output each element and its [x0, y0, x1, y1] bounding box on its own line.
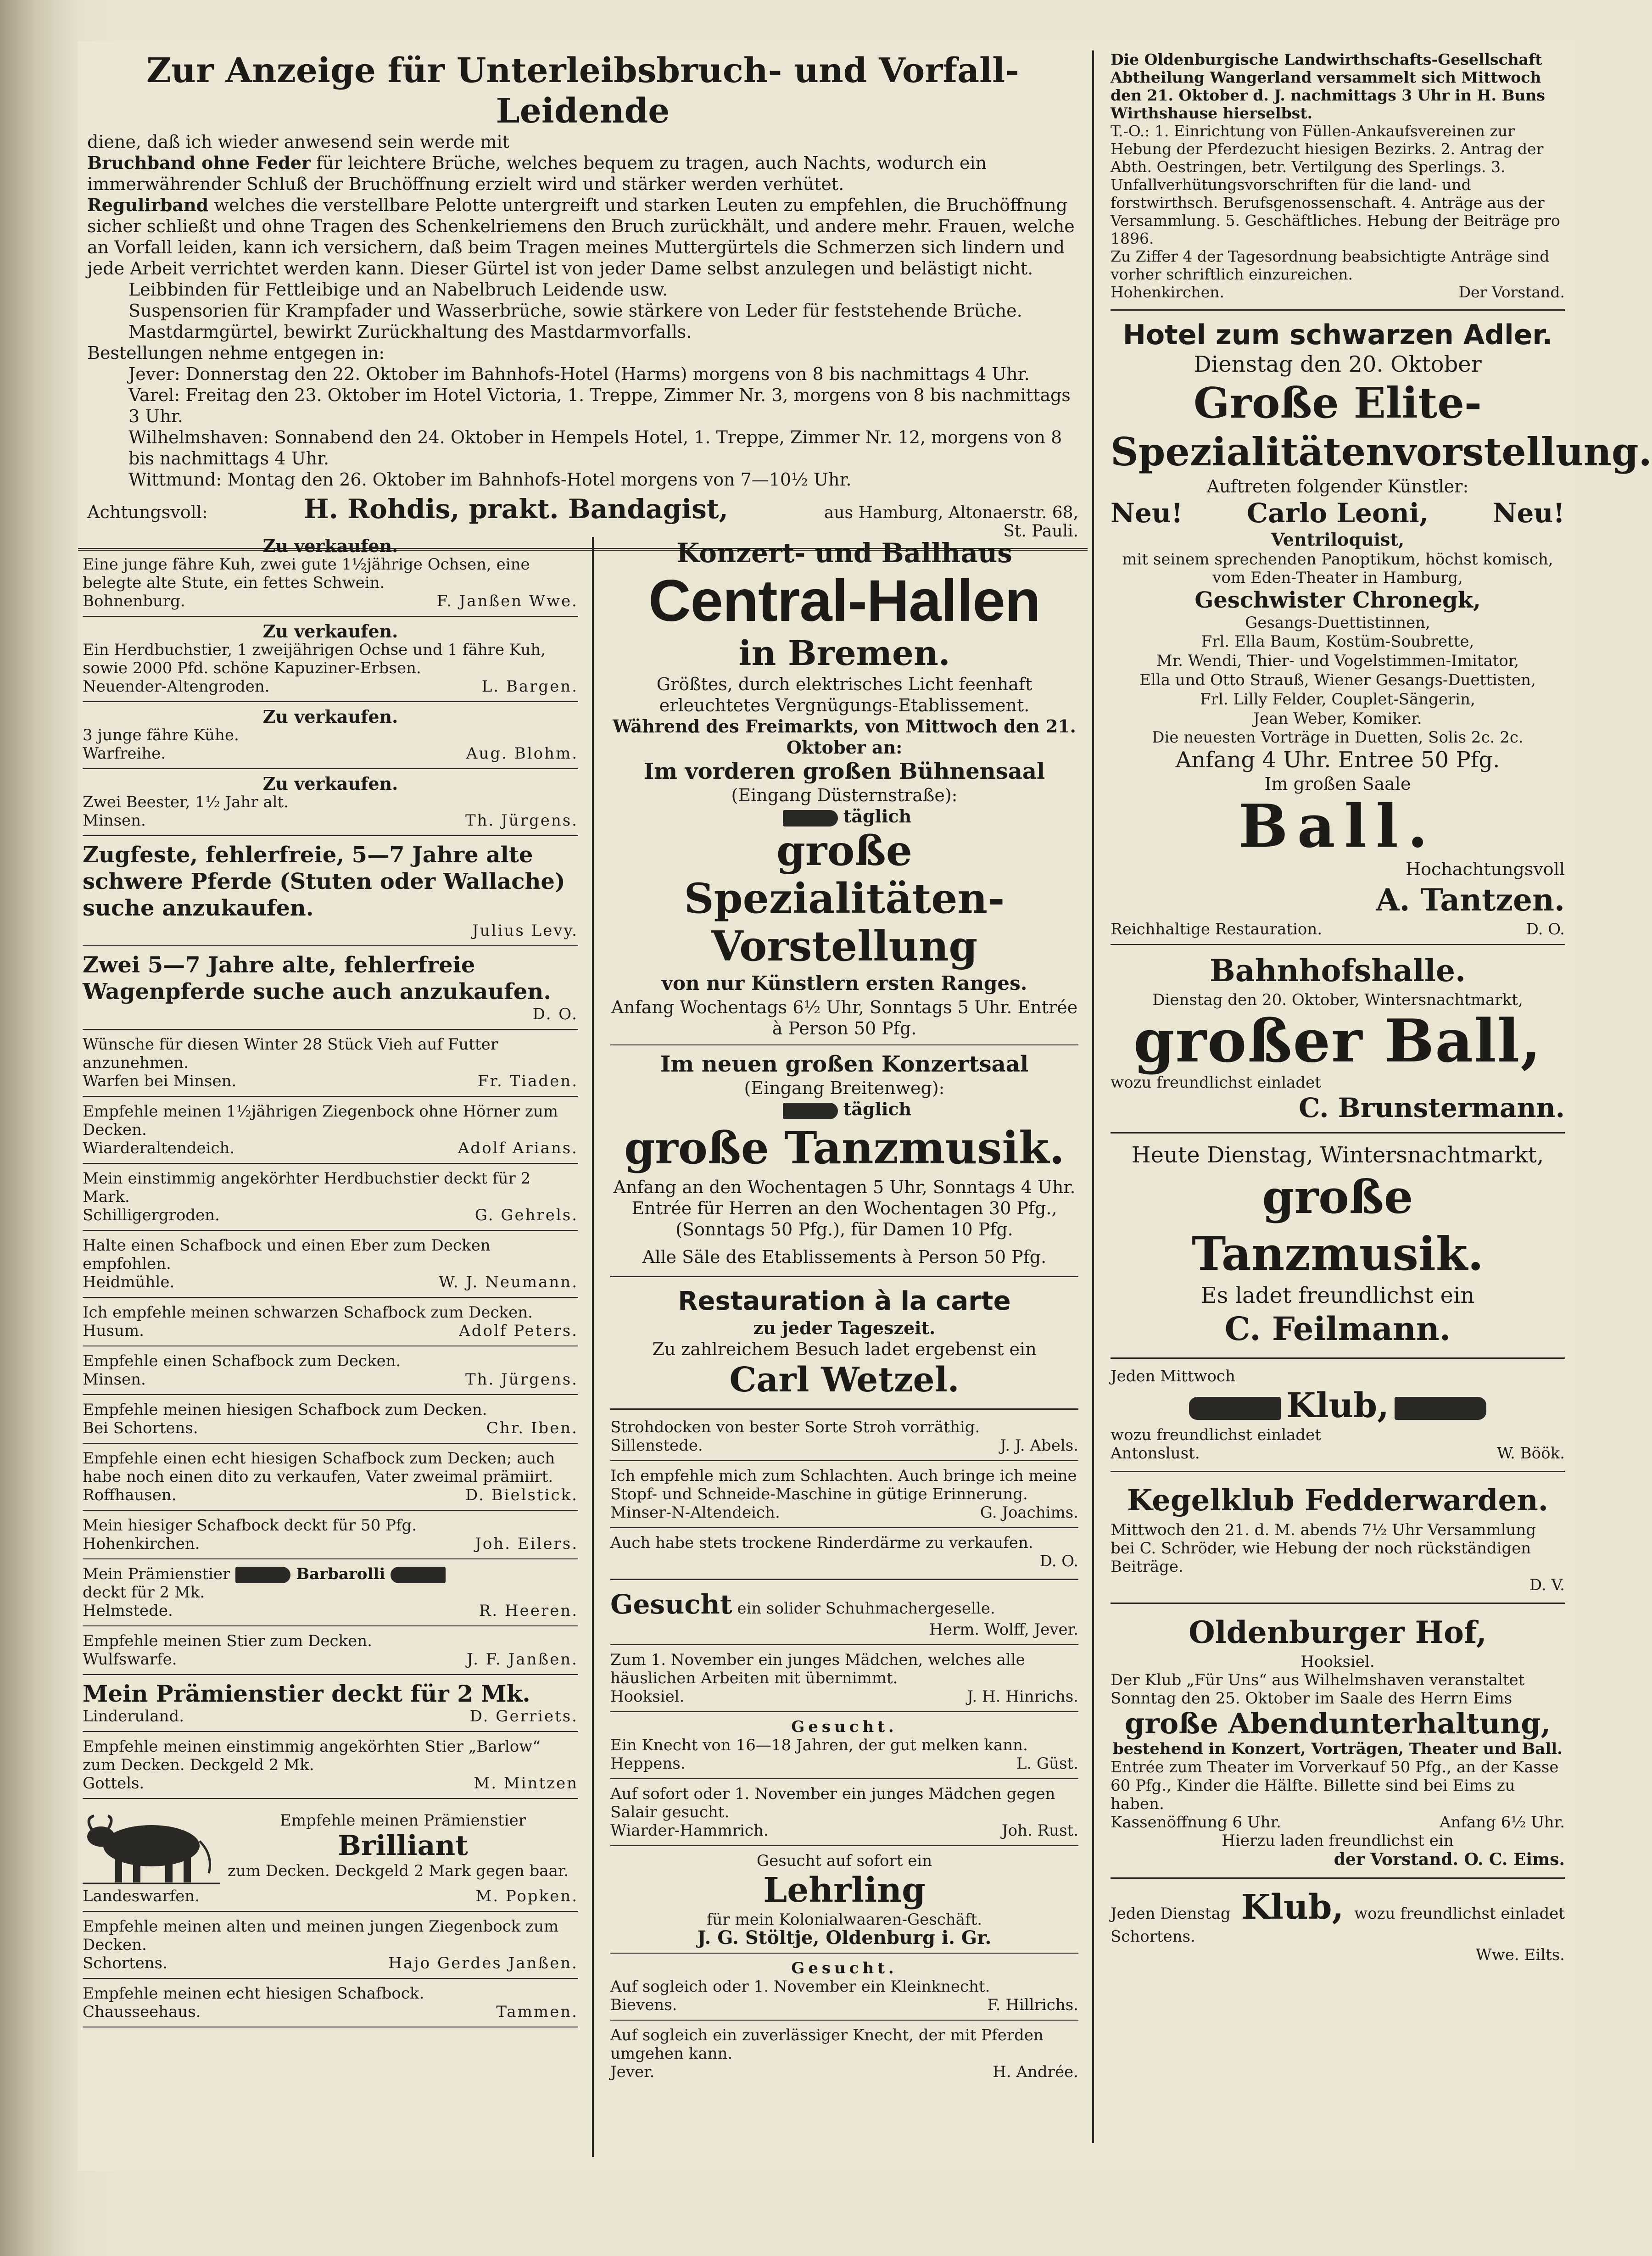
kasse-row: Kassenöffnung 6 Uhr. Anfang 6½ Uhr.	[1111, 1813, 1565, 1832]
maedchen-ad: Zum 1. November ein junges Mädchen, welches alle häuslichen Arbeiten mit übernimmt. Hooksiel. J. H. Hinrichs.	[610, 1651, 1078, 1706]
left-ad	[83, 775, 578, 836]
header-ad-p1: diene, daß ich wieder anwesend sein werde mit	[87, 132, 509, 152]
rule	[1111, 1471, 1565, 1472]
ad-text: Wünsche für diesen Winter 28 Stück Vieh auf Futter anzunehmen.	[83, 1035, 498, 1072]
klub-sig: Antonslust. W. Böök.	[1111, 1444, 1565, 1463]
header-ad-p7: Bestellungen nehme entgegen in:	[87, 343, 385, 363]
ad-signature: Roffhausen. D. Bielstick.	[83, 1486, 578, 1504]
ad-signature: Minsen. Th. Jürgens.	[83, 1370, 578, 1389]
mid-small-ads	[610, 1418, 1078, 1570]
hotel-title: Hotel zum schwarzen Adler.	[1122, 319, 1553, 351]
mid-ad: Auch habe stets trockene Rinderdärme zu verkaufen. D. O.	[610, 1534, 1078, 1570]
left-ad	[83, 1681, 578, 1732]
ad-signature: Heidmühle. W. J. Neumann.	[83, 1273, 578, 1291]
ad-text: Empfehle einen Schafbock zum Decken.	[83, 1352, 401, 1370]
header-ad-p3-bold: Regulirband	[87, 195, 209, 215]
header-ad-body	[78, 131, 1088, 541]
signature-name: H. Rohdis, prakt. Bandagist,	[303, 493, 728, 525]
rule	[610, 1044, 1078, 1045]
ad-signature: Gottels. M. Mintzen	[83, 1774, 578, 1793]
gesucht-3: Auf sofort oder 1. November ein junges Mädchen gegen Salair gesucht. Wiarder-Hammrich. Joh. Rust.	[610, 1785, 1078, 1840]
hof-text: Der Klub „Für Uns“ aus Wilhelmshaven veranstaltet Sonntag den 25. Oktober im Saale des Herrn Eims	[1111, 1671, 1525, 1708]
taeglich-2: täglich	[610, 1099, 1078, 1120]
ad-text: Empfehle meinen Stier zum Decken.	[83, 1632, 372, 1650]
ad-head: Zu verkaufen.	[262, 706, 398, 727]
left-ad	[83, 1565, 578, 1626]
rule	[1111, 944, 1565, 945]
artist-entry: Jean Weber, Komiker.	[1253, 709, 1422, 728]
left-ad	[83, 1632, 578, 1675]
ad-big-text: Zugfeste, fehlerfreie, 5—7 Jahre alte schwere Pferde (Stuten oder Wallache) suche anzukaufen.	[83, 842, 565, 921]
klub-einladet: wozu freundlichst einladet	[1111, 1426, 1321, 1444]
ad-brilliant-row: Empfehle meinen Prämienstier Brilliant zum Decken. Deckgeld 2 Mark gegen baar.	[83, 1804, 578, 1887]
elite-2: Spezialitätenvorstellung.	[1111, 429, 1652, 475]
ad-head: Zu verkaufen.	[262, 621, 398, 642]
signature-pre: Achtungsvoll:	[87, 502, 208, 522]
left-mid-rule	[592, 537, 594, 2157]
saal2: Im neuen großen Konzertsaal	[660, 1051, 1029, 1077]
leoni-role: Ventriloquist,	[1271, 529, 1405, 550]
saal1-sub: (Eingang Düsternstraße):	[731, 785, 958, 805]
ad-signature: Wiarderaltendeich. Adolf Arians.	[83, 1139, 578, 1157]
kegel-name: D. V.	[1529, 1576, 1565, 1594]
neueste: Die neuesten Vorträge in Duetten, Solis 2c. 2c.	[1152, 728, 1524, 747]
header-ad-title: Zur Anzeige für Unterleibsbruch- und Vorfall-Leidende	[146, 51, 1019, 131]
left-ad	[83, 1737, 578, 1799]
left-ad	[83, 622, 578, 702]
bahnhof-title: Bahnhofshalle.	[1210, 953, 1466, 988]
ad-signature: Julius Levy.	[472, 921, 578, 940]
left-ad	[83, 1516, 578, 1559]
ad-text: 3 junge fähre Kühe.	[83, 726, 239, 744]
taeglich-1: täglich	[610, 806, 1078, 827]
mid-ad: Strohdocken von bester Sorte Stroh vorräthig. Sillenstede. J. J. Abels.	[610, 1418, 1078, 1461]
kegel-title: Kegelklub Fedderwarden.	[1127, 1483, 1549, 1518]
ad-signature: Husum. Adolf Peters.	[83, 1322, 578, 1340]
saale: Im großen Saale	[1264, 774, 1411, 794]
middle-column	[610, 537, 1078, 2081]
rule	[610, 1579, 1078, 1580]
pointing-hand-icon	[783, 810, 838, 826]
saal2-sub: (Eingang Breitenweg):	[744, 1078, 945, 1098]
left-ad	[83, 1917, 578, 1979]
artist-entry: Frl. Ella Baum, Kostüm-Soubrette,	[1201, 632, 1474, 651]
left-ad	[83, 1449, 578, 1511]
left-ad	[83, 1352, 578, 1395]
left-two-columns	[78, 41, 1088, 558]
bahnhof-date: Dienstag den 20. Oktober, Wintersnachtmarkt,	[1152, 991, 1523, 1009]
concert-head: Konzert- und Ballhaus	[676, 537, 1012, 569]
feilmann: C. Feilmann.	[1224, 1310, 1451, 1348]
abend: große Abendunterhaltung,	[1124, 1707, 1551, 1740]
ad-signature: Bohnenburg. F. Janßen Wwe.	[83, 592, 578, 610]
elite-1: Große Elite-	[1193, 378, 1482, 428]
ad-head: Zu verkaufen.	[262, 536, 398, 556]
header-ad-p2-bold: Bruchband ohne Feder	[87, 152, 311, 173]
ad-signature: Warfen bei Minsen. Fr. Tiaden.	[83, 1072, 578, 1090]
leoni-row: Neu! Carlo Leoni, Neu!	[1111, 497, 1565, 529]
verein-ad: Die Oldenburgische Landwirthschafts-Gesellschaft Abtheilung Wangerland versammelt sich Mittwoch den 21. Oktober d. J. nachmittags 3 Uhr in H. Buns Wirthshause hierselbst. T.-O.: 1. Einrichtung von Füllen-Ankaufsvereinen zur Hebung der Pferdezucht hiesigen Bezirks. 2. Antrag der Abth. Oestringen, betr. Vertilgung des Sperlings. 3. Unfallverhütungsvorschriften für die land- und forstwirthsch. Berufsgenossenschaft. 4. Anträge aus der Versammlung. 5. Geschäftliches. Hebung der Beiträge pro 1896. Zu Ziffer 4 der Tagesordnung beabsichtigte Anträge sind vorher schriftlich einzureichen. Hohenkirchen. Der Vorstand.	[1111, 50, 1565, 301]
chronegk-role: Gesangs-Duettistinnen,	[1245, 614, 1430, 632]
spez-time: Anfang Wochentags 6½ Uhr, Sonntags 5 Uhr. Entrée à Person 50 Pfg.	[611, 997, 1078, 1039]
ad-text: Empfehle meinen alten und meinen jungen Ziegenbock zum Decken.	[83, 1917, 559, 1954]
ad-signature: D. O.	[532, 1005, 578, 1023]
header-ad-p2: für leichtere Brüche, welches bequem zu tragen, auch Nachts, wodurch ein immerwährender Schluß der Bruchöffnung erzielt wird und stärker werden verhütet.	[87, 153, 987, 194]
hotel-date: Dienstag den 20. Oktober	[1194, 352, 1482, 377]
pointing-hand-icon	[783, 1103, 838, 1119]
ad-text: Empfehle einen echt hiesigen Schafbock zum Decken; auch habe noch einen dito zu verkaufen, Vater zweimal prämiirt.	[83, 1449, 555, 1486]
vorstand: der Vorstand. O. C. Eims.	[1334, 1850, 1565, 1869]
ad-signature: Schilligergroden. G. Gehrels.	[83, 1206, 578, 1224]
tanzmusik: große Tanzmusik.	[1191, 1170, 1484, 1281]
left-ad	[83, 1401, 578, 1444]
tantzen: A. Tantzen.	[1376, 882, 1565, 918]
rule	[610, 1644, 1078, 1645]
anfang: Anfang 4 Uhr. Entree 50 Pfg.	[1175, 747, 1500, 773]
rule	[610, 1408, 1078, 1410]
ad-signature: Warfreihe. Aug. Blohm.	[83, 744, 578, 763]
spez-sub: von nur Künstlern ersten Ranges.	[661, 972, 1027, 994]
left-ad	[83, 1984, 578, 2027]
rule	[610, 1276, 1078, 1277]
ad-signature: Landeswarfen. M. Popken.	[83, 1887, 578, 1905]
gesucht-5: Auf sogleich ein zuverlässiger Knecht, der mit Pferden umgehen kann. Jever. H. Andrée.	[610, 2026, 1078, 2081]
ad-signature: Neuender-Altengroden. L. Bargen.	[83, 677, 578, 696]
ad-text: Zwei Beester, 1½ Jahr alt.	[83, 793, 289, 811]
rule	[610, 1845, 1078, 1846]
ad-signature: Bei Schortens. Chr. Iben.	[83, 1419, 578, 1437]
rule	[610, 2020, 1078, 2021]
hof-title: Oldenburger Hof,	[1189, 1614, 1487, 1650]
leoni-desc: mit seinem sprechenden Panoptikum, höchst komisch, vom Eden-Theater in Hamburg,	[1122, 550, 1553, 587]
resto-head: Restauration à la carte	[678, 1286, 1011, 1316]
entree: Entrée zum Theater im Vorverkauf 50 Pfg., an der Kasse 60 Pfg., Kinder die Hälfte. Billette sind bei Eims zu haben.	[1111, 1758, 1559, 1813]
ad-signature: Hohenkirchen. Joh. Eilers.	[83, 1535, 578, 1553]
heute: Heute Dienstag, Wintersnachtmarkt,	[1131, 1142, 1544, 1168]
ad-signature: Schortens. Hajo Gerdes Janßen.	[83, 1954, 578, 1972]
left-ad	[83, 1035, 578, 1097]
ad-signature: Wulfswarfe. J. F. Janßen.	[83, 1650, 578, 1669]
header-ad-p3: welches die verstellbare Pelotte untergreift und starken Leuten zu empfehlen, die Bruchöffnung sicher schließt und ohne Tragen des Schenkelriemens den Bruch zurückhält, und andere mehr. Frauen, welche an Vorfall leiden, kann ich versichern, daß beim Tragen meines Muttergürtels die Schmerzen sich lindern und jede Arbeit verrichtet werden kann. Dieser Gürtel ist von jeder Dame selbst anzulegen und belästigt nicht.	[87, 195, 1075, 279]
left-ad	[83, 1804, 578, 1912]
ad-text: Mein einstimmig angekörhter Herdbuchstier deckt für 2 Mark.	[83, 1169, 531, 1206]
ad-text: deckt für 2 Mk.	[83, 1583, 205, 1602]
alle-saele: Alle Säle des Etablissements à Person 50 Pfg.	[642, 1247, 1047, 1267]
abend-sub: bestehend in Konzert, Vorträgen, Theater und Ball.	[1112, 1740, 1563, 1758]
right-column	[1111, 50, 1652, 1964]
pointing-hand-icon	[1395, 1397, 1486, 1420]
artist-entry: Ella und Otto Strauß, Wiener Gesangs-Duettisten,	[1139, 671, 1536, 689]
newspaper-page	[78, 41, 1652, 2171]
gesucht-1: Gesucht ein solider Schuhmachergeselle. Herm. Wolff, Jever.	[610, 1589, 1078, 1639]
central-during: Während des Freimarkts, von Mittwoch den 21. Oktober an:	[613, 716, 1076, 758]
gesucht-4: Gesucht. Auf sogleich oder 1. November ein Kleinknecht. Bievens. F. Hillrichs.	[610, 1959, 1078, 2014]
ad-text: Ich empfehle meinen schwarzen Schafbock zum Decken.	[83, 1303, 533, 1322]
central-hallen-title: Central-Hallen	[648, 568, 1040, 634]
header-ad-varel: Varel: Freitag den 23. Oktober im Hotel Victoria, 1. Treppe, Zimmer Nr. 3, morgens von 8 bis nachmittags 3 Uhr.	[128, 385, 1071, 426]
resto-sub: zu jeder Tageszeit.	[753, 1318, 936, 1338]
ad-big-text: Mein Prämienstier deckt für 2 Mk.	[83, 1680, 530, 1707]
auftreten: Auftreten folgender Künstler:	[1206, 476, 1469, 497]
ad-head: Zu verkaufen.	[262, 773, 398, 794]
header-ad-p5: Suspensorien für Krampfader und Wasserbrüche, sowie stärkere von Leder für feststehende Brüche.	[128, 301, 1022, 321]
header-ad-signature	[87, 493, 1078, 541]
rule	[1111, 1357, 1565, 1359]
left-ad	[83, 1169, 578, 1231]
left-ad	[83, 842, 578, 946]
header-ad-p4: Leibbinden für Fettleibige und an Nabelbruch Leidende usw.	[128, 279, 668, 300]
ad-text: Eine junge fähre Kuh, zwei gute 1½jährige Ochsen, eine belegte alte Stute, ein fettes Schwein.	[83, 555, 530, 592]
ad-text: Empfehle meinen 1½jährigen Ziegenbock ohne Hörner zum Decken.	[83, 1102, 558, 1139]
chronegk: Geschwister Chronegk,	[1194, 587, 1481, 613]
wetzel: Carl Wetzel.	[729, 1360, 960, 1400]
header-ad-p6: Mastdarmgürtel, bewirkt Zurückhaltung des Mastdarmvorfalls.	[128, 322, 692, 342]
hochacht: Hochachtungsvoll	[1406, 859, 1565, 879]
gesucht-2: Gesucht. Ein Knecht von 16—18 Jahren, der gut melken kann. Heppens. L. Güst.	[610, 1718, 1078, 1773]
ad-signature: Helmstede. R. Heeren.	[83, 1602, 578, 1620]
rule	[610, 1953, 1078, 1954]
header-ad-wilhelmshaven: Wilhelmshaven: Sonnabend den 24. Oktober in Hempels Hotel, 1. Treppe, Zimmer Nr. 12, morgens von 8 bis nachmittags 4 Uhr.	[128, 427, 1062, 469]
ad-signature: Chausseehaus. Tammen.	[83, 2003, 578, 2021]
ad-signature: Minsen. Th. Jürgens.	[83, 811, 578, 830]
ad-text: Empfehle meinen hiesigen Schafbock zum Decken.	[83, 1401, 487, 1419]
left-ad	[83, 1236, 578, 1298]
bremen-title: in Bremen.	[738, 634, 950, 673]
ad-text: Halte einen Schafbock und einen Eber zum Decken empfohlen.	[83, 1236, 491, 1273]
ball-title: Ball.	[1238, 792, 1437, 861]
ad-bull-row: Mein Prämienstier Barbarolli	[83, 1565, 578, 1583]
resto-row: Reichhaltige Restauration. D. O.	[1111, 920, 1565, 938]
ad-text: Mein hiesiger Schafbock deckt für 50 Pfg.	[83, 1516, 417, 1535]
rule	[1111, 309, 1565, 311]
rule	[610, 1711, 1078, 1712]
central-desc: Größtes, durch elektrisches Licht feenhaft erleuchtetes Vergnügungs-Etablissement.	[656, 674, 1032, 715]
brunstermann: C. Brunstermann.	[1299, 1092, 1565, 1123]
left-column	[83, 537, 578, 2033]
left-ad	[83, 1303, 578, 1346]
kegel-text: Mittwoch den 21. d. M. abends 7½ Uhr Versammlung bei C. Schröder, wie Hebung der noch rückständigen Beiträge.	[1111, 1521, 1536, 1576]
mid-right-rule	[1092, 50, 1094, 2143]
ad-signature: Linderuland. D. Gerriets.	[83, 1707, 578, 1726]
klub2-name: Wwe. Eilts.	[1475, 1946, 1565, 1964]
rule	[610, 1778, 1078, 1779]
left-ad	[83, 708, 578, 769]
rule	[1111, 1877, 1565, 1879]
bull-illustration-icon	[83, 1804, 220, 1887]
hierzu: Hierzu laden freundlichst ein	[1222, 1832, 1454, 1850]
ad-text: Ein Herdbuchstier, 1 zweijährigen Ochse und 1 fähre Kuh, sowie 2000 Pfd. schöne Kapuziner-Erbsen.	[83, 641, 546, 677]
header-ad-jever: Jever: Donnerstag den 22. Oktober im Bahnhofs-Hotel (Harms) morgens von 8 bis nachmittags 4 Uhr.	[128, 364, 1030, 384]
rule	[1111, 1132, 1565, 1134]
mid-ad: Ich empfehle mich zum Schlachten. Auch bringe ich meine Stopf- und Schneide-Maschine in gütige Erinnerung. Minser-N-Altendeich. G. Joachims.	[610, 1467, 1078, 1528]
left-ad	[83, 952, 578, 1030]
artist-list	[1111, 632, 1565, 728]
artist-entry: Mr. Wendi, Thier- und Vogelstimmen-Imitator,	[1156, 652, 1519, 670]
saal1: Im vorderen großen Bühnensaal	[643, 759, 1045, 784]
rule	[1111, 1603, 1565, 1604]
spez-title: große Spezialitäten-Vorstellung	[684, 826, 1005, 971]
mittwoch: Jeden Mittwoch	[1111, 1367, 1235, 1385]
klub2-text: Schortens.	[1111, 1927, 1195, 1946]
ladet: Es ladet freundlichst ein	[1200, 1283, 1475, 1308]
ad-text: Empfehle meinen echt hiesigen Schafbock.	[83, 1984, 424, 2003]
ad-big-text: Zwei 5—7 Jahre alte, fehlerfreie Wagenpferde suche auch anzukaufen.	[83, 952, 552, 1005]
hof-place: Hooksiel.	[1300, 1653, 1375, 1671]
signature-address: aus Hamburg, Altonaerstr. 68, St. Pauli.	[824, 503, 1078, 541]
left-ad	[83, 1102, 578, 1164]
klub-row: Klub,	[1111, 1385, 1565, 1426]
brunst-einladet: wozu freundlichst einladet	[1111, 1073, 1321, 1092]
artist-entry: Frl. Lilly Felder, Couplet-Sängerin,	[1200, 690, 1475, 709]
dienstag-row: Jeden Dienstag Klub, wozu freundlichst einladet	[1111, 1887, 1565, 1927]
ad-text: Empfehle meinen einstimmig angekörhten Stier „Barlow“ zum Decken. Deckgeld 2 Mk.	[83, 1737, 541, 1774]
header-ad-wittmund: Wittmund: Montag den 26. Oktober im Bahnhofs-Hotel morgens von 7—10½ Uhr.	[128, 469, 852, 490]
tanz-time: Anfang an den Wochentagen 5 Uhr, Sonntags 4 Uhr. Entrée für Herren an den Wochentagen 30 Pfg., (Sonntags 50 Pfg.), für Damen 10 Pfg.	[613, 1177, 1076, 1240]
lehrling-ad: Gesucht auf sofort ein Lehrling für mein Kolonialwaaren-Geschäft. J. G. Stöltje, Oldenburg i. Gr.	[697, 1852, 992, 1949]
tanz-title: große Tanzmusik.	[624, 1122, 1065, 1174]
resto-text: Zu zahlreichem Besuch ladet ergebenst ein	[652, 1339, 1037, 1359]
grosser-ball: großer Ball,	[1133, 1007, 1542, 1076]
left-ad	[83, 537, 578, 617]
pointing-hand-icon	[1189, 1397, 1281, 1420]
